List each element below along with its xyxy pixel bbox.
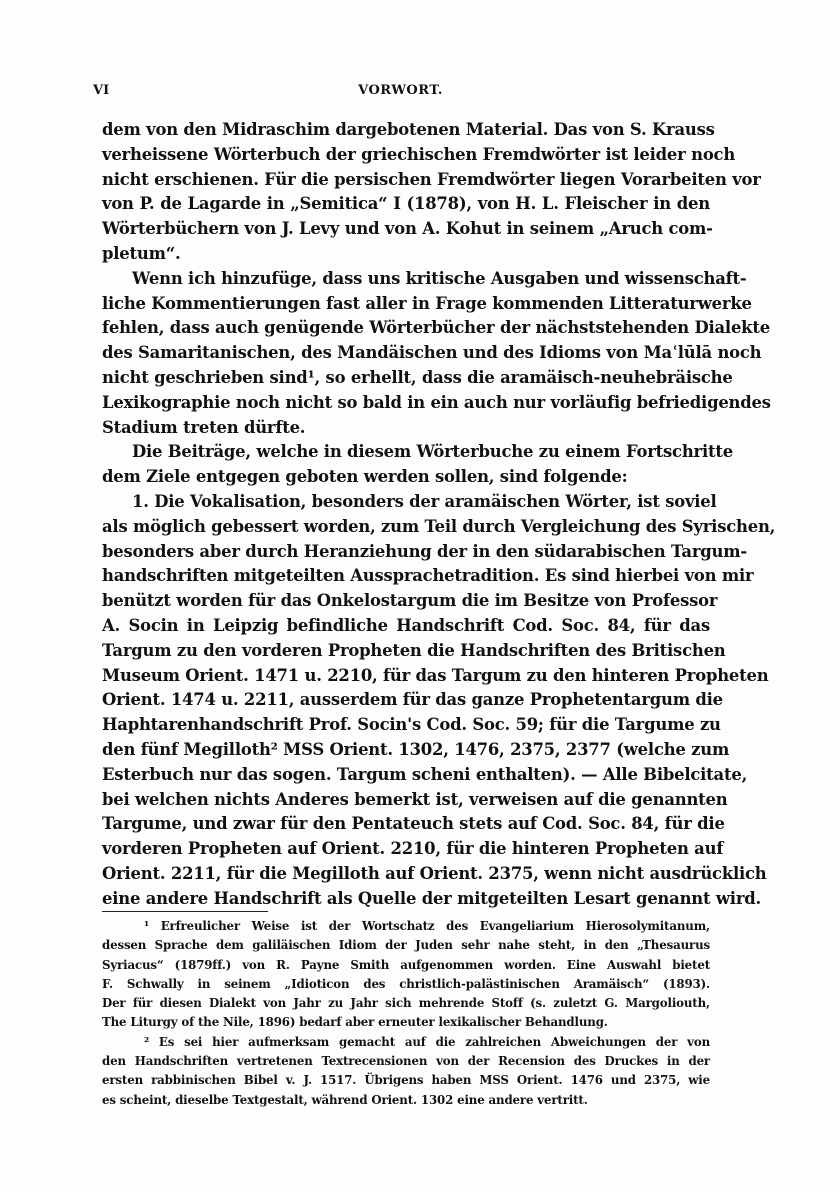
text-line: Museum Orient. 1471 u. 2210, für das Targum zu den hinteren Propheten: [102, 665, 769, 685]
text-line: nicht geschrieben sind¹, so erhellt, dass die aramäisch-neuhebräische: [102, 367, 733, 387]
text-line: des Samaritanischen, des Mandäischen und des Idioms von Maʿlūlā noch: [102, 343, 762, 363]
text-line: nicht erschienen. Für die persischen Fremdwörter liegen Vorarbeiten vor: [102, 169, 761, 189]
text-line: Wörterbüchern von J. Levy und von A. Kohut in seinem „Aruch com-: [102, 219, 713, 239]
text-line: liche Kommentierungen fast aller in Frage kommenden Litteraturwerke: [102, 293, 752, 313]
text-line: bei welchen nichts Anderes bemerkt ist, verweisen auf die genannten: [102, 789, 728, 809]
main-text: [102, 118, 776, 912]
page-number: VI: [93, 83, 110, 98]
footnote-divider: [102, 911, 268, 912]
text-line: fehlen, dass auch genügende Wörterbücher der nächststehenden Dialekte: [102, 318, 770, 338]
text-line: dem Ziele entgegen geboten werden sollen, sind folgende:: [102, 467, 628, 487]
footnote-1: [102, 917, 710, 1033]
text-line: als möglich gebessert worden, zum Teil durch Vergleichung des Syrischen,: [102, 516, 776, 536]
text-line: benützt worden für das Onkelostargum die im Besitze von Professor: [102, 591, 718, 611]
paragraph-2: [102, 267, 771, 441]
text-line: von P. de Lagarde in „Semitica“ I (1878), von H. L. Fleischer in den: [102, 194, 710, 214]
footnote-line: ² Es sei hier aufmerksam gemacht auf die zahlreichen Abweichungen der von: [144, 1034, 710, 1049]
footnote-line: den Handschriften vertretenen Textrecensionen von der Recension des Druckes in der: [102, 1054, 710, 1069]
footnote-line: The Liturgy of the Nile, 1896) bedarf aber erneuter lexikalischer Behandlung.: [102, 1015, 608, 1030]
text-line: Orient. 2211, für die Megilloth auf Orient. 2375, wenn nicht ausdrücklich: [102, 863, 767, 883]
text-line: besonders aber durch Heranziehung der in den südarabischen Targum-: [102, 541, 748, 561]
text-line: Haphtarenhandschrift Prof. Socin's Cod. Soc. 59; für die Targume zu: [102, 715, 721, 735]
footnote-line: dessen Sprache dem galiläischen Idiom der Juden sehr nahe steht, in den „Thesaurus: [102, 938, 710, 953]
text-line: Esterbuch nur das sogen. Targum scheni enthalten). — Alle Bibelcitate,: [102, 764, 748, 784]
footnote-line: Der für diesen Dialekt von Jahr zu Jahr sich mehrende Stoff (s. zuletzt G. Margoliouth,: [102, 996, 710, 1011]
text-line: handschriften mitgeteilten Aussprachetradition. Es sind hierbei von mir: [102, 566, 754, 586]
text-line: den fünf Megilloth² MSS Orient. 1302, 1476, 2375, 2377 (welche zum: [102, 739, 730, 759]
text-line: Wenn ich hinzufüge, dass uns kritische Ausgaben und wissenschaft-: [132, 268, 747, 288]
text-line: A. Socin in Leipzig befindliche Handschrift Cod. Soc. 84, für das: [102, 615, 710, 635]
footnote-2: [102, 1033, 710, 1110]
text-line: dem von den Midraschim dargebotenen Material. Das von S. Krauss: [102, 120, 715, 139]
footnote-line: Syriacus“ (1879ff.) von R. Payne Smith aufgenommen worden. Eine Auswahl bietet: [102, 957, 710, 972]
text-line: Orient. 1474 u. 2211, ausserdem für das ganze Prophetentargum die: [102, 690, 723, 710]
footnote-line: F. Schwally in seinem „Idioticon des christlich-palästinischen Aramäisch“ (1893).: [102, 976, 710, 991]
text-line: Die Beiträge, welche in diesem Wörterbuche zu einem Fortschritte: [132, 442, 733, 462]
text-line: pletum“.: [102, 243, 181, 263]
text-line: Targum zu den vorderen Propheten die Handschriften des Britischen: [102, 640, 726, 660]
footnote-line: es scheint, dieselbe Textgestalt, während Orient. 1302 eine andere vertritt.: [102, 1092, 588, 1107]
text-line: Lexikographie noch nicht so bald in ein auch nur vorläufig befriedigendes: [102, 392, 771, 412]
footnotes: [102, 917, 710, 1110]
text-line: 1. Die Vokalisation, besonders der aramäischen Wörter, ist soviel: [132, 491, 717, 511]
text-line: vorderen Propheten auf Orient. 2210, für die hinteren Propheten auf: [102, 839, 724, 859]
text-line: verheissene Wörterbuch der griechischen Fremdwörter ist leider noch: [102, 144, 736, 164]
footnote-line: ersten rabbinischen Bibel v. J. 1517. Übrigens haben MSS Orient. 1476 und 2375, wie: [102, 1073, 710, 1088]
paragraph-3: [102, 440, 733, 490]
text-line: Stadium treten dürfte.: [102, 417, 306, 437]
paragraph-4: [102, 490, 776, 912]
footnote-line: ¹ Erfreulicher Weise ist der Wortschatz des Evangeliarium Hierosolymitanum,: [144, 919, 710, 933]
text-line: Targume, und zwar für den Pentateuch stets auf Cod. Soc. 84, für die: [102, 814, 725, 834]
text-line: eine andere Handschrift als Quelle der mitgeteilten Lesart genannt wird.: [102, 888, 762, 908]
page-header: [93, 83, 708, 103]
paragraph-1: [102, 118, 761, 267]
running-title: VORWORT.: [358, 83, 443, 98]
